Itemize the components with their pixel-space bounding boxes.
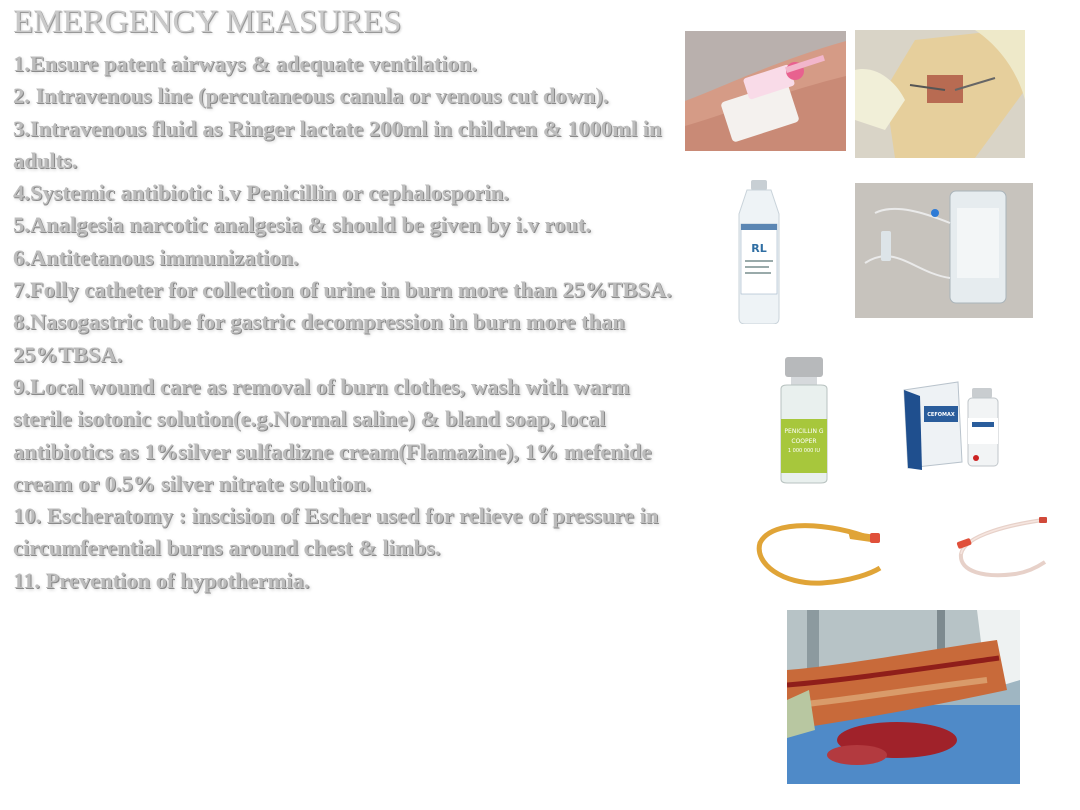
ringer-lactate-bottle-photo — [733, 178, 785, 324]
escharotomy-photo — [787, 610, 1020, 784]
cefomax-label: CEFOMAX — [927, 412, 955, 418]
measure-item: 9.Local wound care as removal of burn clothes, wash with warm sterile isotonic solution(e.g.Normal saline) & bland soap, local antibiotics as 1%silver sulfadizne cream(Flamazine), 1% mefenide cream or 0.5% silver nitrate solution. — [13, 373, 652, 496]
measure-item: 11. Prevention of hypothermia. — [13, 567, 310, 593]
slide-title: EMERGENCY MEASURES — [13, 4, 402, 40]
measure-item: 10. Escheratomy : inscision of Escher used for relieve of pressure in circumferential burns around chest & limbs. — [13, 503, 659, 561]
measure-item: 2. Intravenous line (percutaneous canula or venous cut down). — [13, 83, 609, 109]
penicillin-dose: 1 000 000 IU — [787, 448, 821, 454]
measure-item: 1.Ensure patent airways & adequate ventilation. — [13, 51, 477, 76]
venous-cutdown-photo — [855, 30, 1025, 158]
penicillin-vial-photo — [775, 355, 833, 485]
measure-item: 7.Folly catheter for collection of urine in burn more than 25%TBSA. — [13, 277, 672, 303]
cefomax-photo — [900, 378, 1008, 470]
penicillin-brand: COOPER — [791, 438, 817, 445]
measure-item: 8.Nasogastric tube for gastric decompression in burn more than 25%TBSA. — [13, 309, 625, 367]
measures-list — [13, 48, 691, 597]
measure-item: 6.Antitetanous immunization. — [13, 244, 299, 270]
ringer-label: RL — [751, 242, 767, 255]
nasogastric-tube-photo — [955, 514, 1049, 584]
iv-bag-set-photo — [855, 183, 1033, 318]
measure-item: 5.Analgesia narcotic analgesia & should be given by i.v rout. — [13, 212, 591, 238]
penicillin-label: PENICILLIN G — [784, 428, 824, 435]
measure-item: 3.Intravenous fluid as Ringer lactate 200ml in children & 1000ml in adults. — [13, 115, 662, 173]
iv-cannula-photo — [685, 31, 846, 151]
measure-item: 4.Systemic antibiotic i.v Penicillin or cephalosporin. — [13, 180, 509, 206]
foley-catheter-photo — [752, 513, 884, 593]
